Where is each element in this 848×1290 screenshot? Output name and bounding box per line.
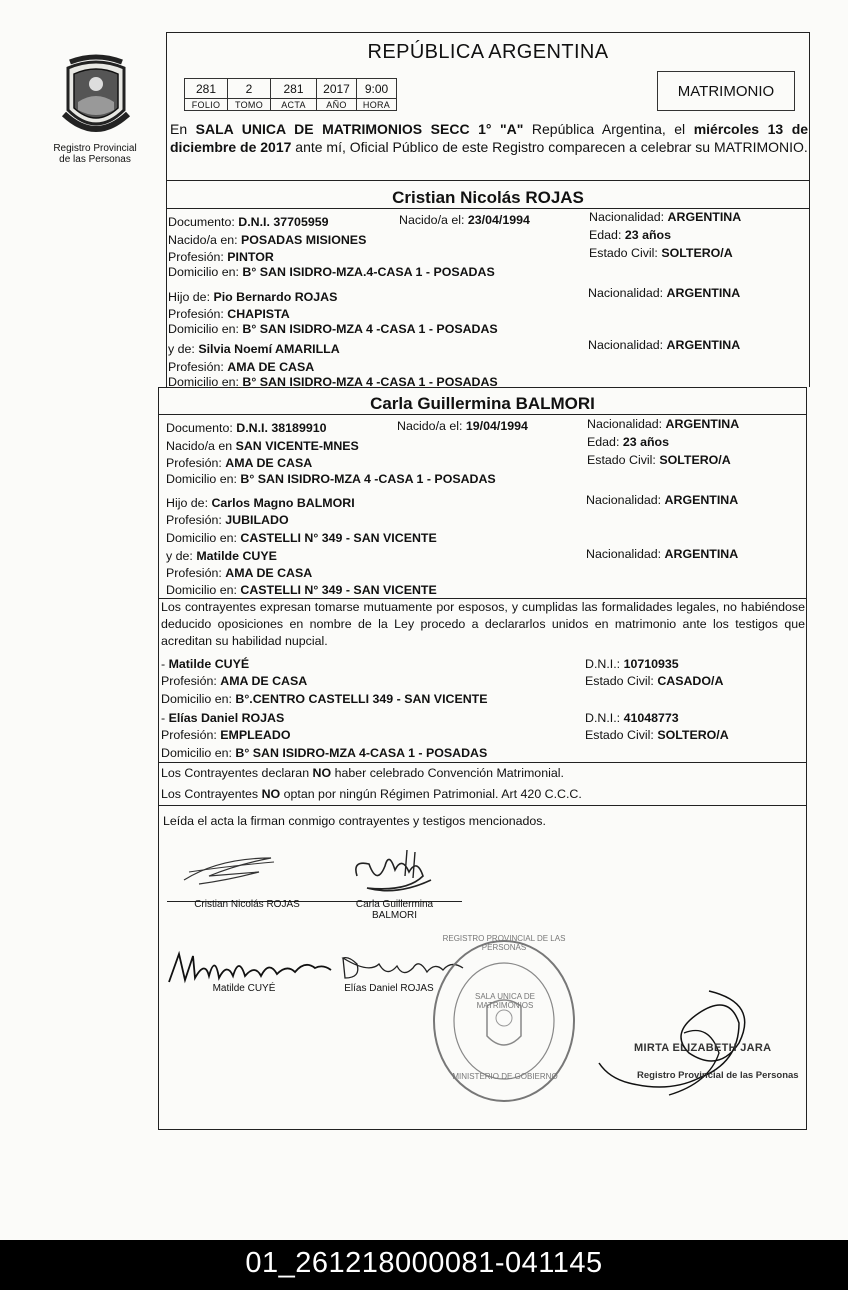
intro-text-2: República Argentina, el [523,121,694,137]
acta-label: ACTA [271,99,317,111]
intro-office: SALA UNICA DE MATRIMONIOS SECC 1° "A" [195,121,524,137]
divider [159,414,806,415]
reference-table [184,78,397,111]
spouse1-profession: Profesión: PINTOR [168,250,274,264]
signature-name-spouse1: Cristian Nicolás ROJAS [194,899,300,910]
seal-inner-text: SALA UNICA DE MATRIMONIOS [474,992,536,1010]
spouse2-birthplace: Nacido/a en SAN VICENTE-MNES [166,439,359,453]
spouse1-mother: y de: Silvia Noemí AMARILLA [168,342,340,356]
country-title: REPÚBLICA ARGENTINA [367,41,609,63]
certificate-upper-block [166,32,810,387]
spouse2-address: Domicilio en: B° SAN ISIDRO-MZA 4 -CASA 1 - POSADAS [166,472,496,486]
registry-caption-line2: de las Personas [59,154,131,165]
spouse2-father-nationality: Nacionalidad: ARGENTINA [586,493,739,507]
seal-outer-text: REGISTRO PROVINCIAL DE LAS PERSONAS [442,934,566,952]
witness1-dni: D.N.I.: 10710935 [585,657,679,671]
witness1-civil-status: Estado Civil: CASADO/A [585,674,724,688]
divider [159,805,806,806]
tomo-value: 2 [228,79,271,99]
spouse2-nationality: Nacionalidad: ARGENTINA [587,417,740,431]
regime-line-1: Los Contrayentes declaran NO haber celebrado Convención Matrimonial. [161,766,564,780]
spouse1-birthdate: Nacido/a el: 23/04/1994 [399,213,530,227]
declaration-text: Los contrayentes expresan tomarse mutuamente por esposos, y cumplidas las formalidades legales, no habiéndose deducido oposiciones en nombre de la Ley procedo a declararlos unidos en matrimonio ante los testigos que acreditan su habilidad nupcial. [161,600,805,648]
hour-value: 9:00 [357,79,397,99]
spouse1-father-address: Domicilio en: B° SAN ISIDRO-MZA 4 -CASA 1 - POSADAS [168,322,498,336]
spouse1-mother-address: Domicilio en: B° SAN ISIDRO-MZA 4 -CASA 1 - POSADAS [168,375,498,389]
reference-values [185,79,397,99]
spouse2-civil-status: Estado Civil: SOLTERO/A [587,453,731,467]
regime-line-2: Los Contrayentes NO optan por ningún Régimen Patrimonial. Art 420 C.C.C. [161,787,582,801]
tomo-label: TOMO [228,99,271,111]
intro-paragraph [170,120,808,156]
document-code-bar [0,1240,848,1290]
spouse1-age: Edad: 23 años [589,228,671,242]
spouse2-name: Carla Guillermina BALMORI [370,394,595,413]
spouse1-civil-status: Estado Civil: SOLTERO/A [589,246,733,260]
spouse1-mother-profession: Profesión: AMA DE CASA [168,360,315,374]
spouse2-document: Documento: D.N.I. 38189910 [166,421,327,435]
witness2-address: Domicilio en: B° SAN ISIDRO-MZA 4-CASA 1 - POSADAS [161,746,488,760]
signature-spouse1 [179,850,279,890]
intro-date: miércoles 13 de diciembre de 2017 [170,121,809,155]
spouse2-mother: y de: Matilde CUYE [166,549,277,563]
witness1-address: Domicilio en: B°.CENTRO CASTELLI 349 - SAN VICENTE [161,692,488,706]
provincial-shield-icon [60,54,132,140]
witness2-dni: D.N.I.: 41048773 [585,711,679,725]
witness1-name: - Matilde CUYÉ [161,657,250,671]
signature-name-witness2: Elías Daniel ROJAS [344,983,434,994]
spouse2-profession: Profesión: AMA DE CASA [166,456,313,470]
divider [167,180,809,181]
divider [159,762,806,763]
spouse1-address: Domicilio en: B° SAN ISIDRO-MZA.4-CASA 1 - POSADAS [168,265,495,279]
intro-text-3: ante mí, Oficial Público de este Registro comparecen a celebrar su MATRIMONIO. [291,139,808,155]
spouse2-father-address: Domicilio en: CASTELLI N° 349 - SAN VICENTE [166,531,437,545]
spouse1-document: Documento: D.N.I. 37705959 [168,215,329,229]
signature-name-spouse2: Carla Guillermina BALMORI [355,899,434,921]
spouse1-father: Hijo de: Pio Bernardo ROJAS [168,290,338,304]
spouse1-father-nationality: Nacionalidad: ARGENTINA [588,286,741,300]
seal-bottom-text: MINISTERIO DE GOBIERNO [452,1072,558,1081]
spouse2-mother-address: Domicilio en: CASTELLI N° 349 - SAN VICENTE [166,583,437,597]
witness2-name: - Elías Daniel ROJAS [161,711,285,725]
closing-text: Leída el acta la firman conmigo contrayentes y testigos mencionados. [163,814,546,828]
spouse1-name: Cristian Nicolás ROJAS [392,188,584,207]
spouse2-father-profession: Profesión: JUBILADO [166,513,289,527]
record-type-box: MATRIMONIO [657,71,795,111]
official-organization: Registro Provincial de las Personas [637,1070,799,1081]
official-name: MIRTA ELIZABETH JARA [634,1042,772,1054]
intro-text-1: En [170,121,196,137]
folio-label: FOLIO [185,99,228,111]
folio-value: 281 [185,79,228,99]
witness1-profession: Profesión: AMA DE CASA [161,674,308,688]
spouse2-father: Hijo de: Carlos Magno BALMORI [166,496,355,510]
signature-spouse2 [347,846,437,902]
year-label: AÑO [317,99,357,111]
spouse1-nationality: Nacionalidad: ARGENTINA [589,210,742,224]
registry-caption [40,143,150,165]
acta-value: 281 [271,79,317,99]
registry-caption-line1: Registro Provincial [53,143,137,154]
hour-label: HORA [357,99,397,111]
spouse1-birthplace: Nacido/a en: POSADAS MISIONES [168,233,367,247]
witness2-civil-status: Estado Civil: SOLTERO/A [585,728,729,742]
spouse1-father-profession: Profesión: CHAPISTA [168,307,290,321]
certificate-lower-block [158,387,807,1130]
spouse2-mother-profession: Profesión: AMA DE CASA [166,566,313,580]
year-value: 2017 [317,79,357,99]
spouse2-age: Edad: 23 años [587,435,669,449]
reference-labels [185,99,397,111]
spouse2-mother-nationality: Nacionalidad: ARGENTINA [586,547,739,561]
signature-name-witness1: Matilde CUYÉ [212,983,276,994]
document-code: 01_261218000081-041145 [245,1247,603,1279]
spouse1-mother-nationality: Nacionalidad: ARGENTINA [588,338,741,352]
witness2-profession: Profesión: EMPLEADO [161,728,291,742]
spouse2-birthdate: Nacido/a el: 19/04/1994 [397,419,528,433]
